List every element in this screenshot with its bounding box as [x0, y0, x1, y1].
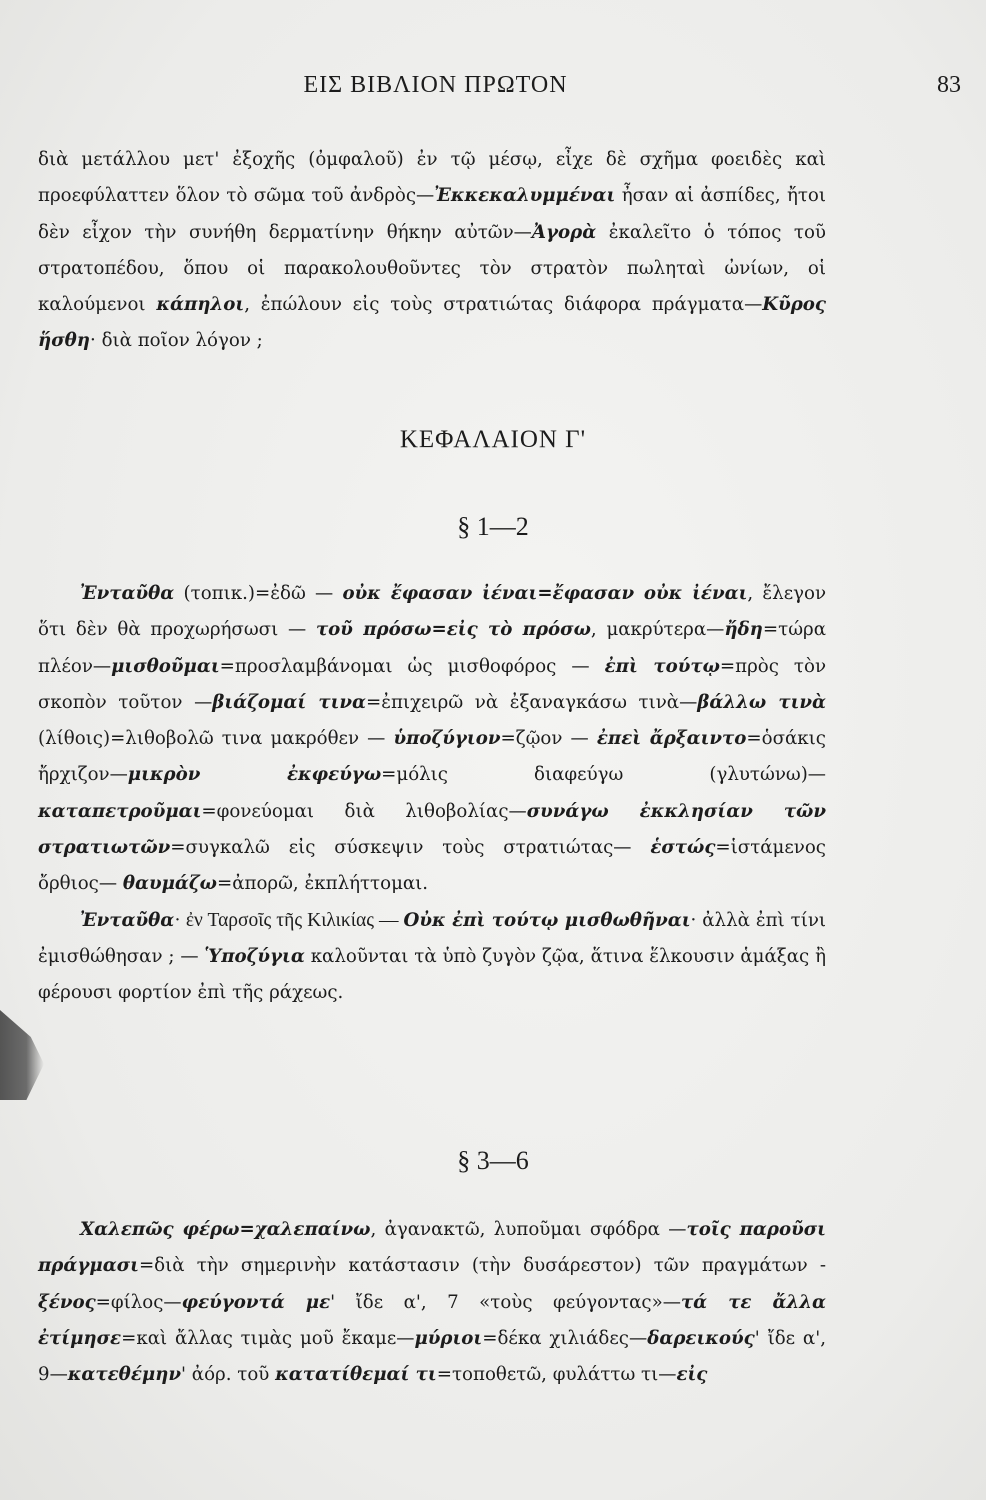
text: · διὰ ποῖον λόγον ; — [90, 330, 263, 352]
chapter-heading: ΚΕΦΑΛΑΙΟΝ Γ' — [399, 426, 587, 453]
text: (τοπικ.)=ἐδῶ — — [174, 583, 343, 604]
term: ξένος — [38, 1291, 96, 1313]
text: =διὰ τὴν σημερινὴν κατάστασιν (τὴν δυσάρεστον) τῶν πραγμάτων - — [138, 1255, 826, 1277]
text: =πρὸς τὸν σκοπὸν τοῦτον — — [38, 655, 826, 713]
text: =δέκα χιλιάδες— — [482, 1327, 648, 1349]
text: ἦσαν αἱ ἀσπίδες, ἤτοι δὲν εἶχον τὴν συνήθη δερματίνην θήκην αὐτῶν— — [38, 185, 826, 243]
text: · ἀλλὰ ἐπὶ τίνι ἐμισθώθησαν ; — — [38, 909, 827, 967]
text: =ὁσάκις ἤρχιζον— — [38, 728, 826, 786]
term: κάπηλοι — [156, 294, 245, 316]
torn-page-mark — [0, 1010, 44, 1100]
text: =ἱστάμενος ὄρθιος— — [38, 837, 826, 895]
text: ' ἀόρ. τοῦ — [181, 1364, 276, 1386]
text: =ζῷον — — [500, 728, 597, 750]
text: =τώρα πλέον— — [38, 619, 827, 677]
term: θαυμάζω — [122, 873, 217, 895]
text: · ἐν Ταρσοῖς τῆς Κιλικίας — — [174, 909, 404, 931]
section-heading-3-6: § 3—6 — [457, 1146, 529, 1175]
term: Ὑποζύγια — [204, 945, 305, 967]
term: Κῦρος ἥσθη — [38, 294, 826, 352]
text: =φίλος— — [95, 1291, 182, 1313]
text: =συγκαλῶ εἰς σύσκεψιν τοὺς στρατιώτας— — [170, 837, 651, 859]
term: τοῖς παροῦσι πράγμασι — [38, 1219, 826, 1277]
term: Ἐνταῦθα — [80, 583, 175, 604]
term: οὐκ ἔφασαν ἰέναι=ἔφασαν οὐκ ἰέναι — [342, 583, 748, 604]
term: ἐπεὶ ἄρξαιντο — [596, 728, 747, 750]
section-heading-1-2: § 1—2 — [457, 512, 529, 541]
text: =ἀπορῶ, ἐκπλήττομαι. — [216, 873, 429, 895]
term: μισθοῦμαι — [111, 655, 220, 677]
paragraph-2 — [38, 576, 826, 1012]
text: =φονεύομαι διὰ λιθοβολίας— — [201, 800, 527, 822]
term: Ἐκκεκαλυμμέναι — [434, 185, 616, 207]
term: Χαλεπῶς φέρω=χαλεπαίνω — [80, 1219, 371, 1240]
term: ἐπὶ τούτῳ — [604, 655, 720, 677]
text: ἐκαλεῖτο ὁ τόπος τοῦ στρατοπέδου, ὅπου οἱ παρακολουθοῦντες τὸν στρατὸν πωληταὶ ὠνίων, οἱ καλούμενοι — [38, 221, 826, 316]
term: τά τε ἄλλα ἐτίμησε — [38, 1291, 826, 1349]
text: =μόλις διαφεύγω (γλυτώνω)— — [381, 764, 826, 786]
page-number: 83 — [937, 72, 961, 98]
term: τοῦ πρόσω=εἰς τὸ πρόσω — [315, 619, 591, 641]
text: (λίθοις)=λιθοβολῶ τινα μακρόθεν — — [38, 728, 394, 750]
term: κατεθέμην — [67, 1364, 182, 1386]
text: διὰ μετάλλου μετ' ἐξοχῆς (ὀμφαλοῦ) ἐν τῷ μέσῳ, εἶχε δὲ σχῆμα φοειδὲς καὶ προεφύλαττεν ὅλον τὸ σῶμα τοῦ ἀνδρὸς— — [38, 149, 826, 207]
term: καταπετροῦμαι — [38, 800, 202, 822]
text: , ἔλεγον ὅτι δὲν θὰ προχωρήσωσι — — [38, 583, 827, 641]
term: δαρεικούς — [647, 1327, 755, 1349]
text: , ἐπώλουν εἰς τοὺς στρατιώτας διάφορα πράγματα— — [244, 294, 763, 316]
term: εἰς — [676, 1364, 708, 1386]
term: μύριοι — [414, 1327, 483, 1349]
term: ὑποζύγιον — [393, 728, 501, 750]
term: βιάζομαί τινα — [212, 691, 366, 713]
text: , ἀγανακτῶ, λυποῦμαι σφόδρα — — [370, 1219, 687, 1240]
text: ' ἴδε α', 7 «τοὺς φεύγοντας»— — [330, 1291, 681, 1313]
term: ἑστώς — [650, 837, 716, 859]
term: κατατίθεμαί τι — [275, 1364, 437, 1386]
term: φεύγοντά με — [181, 1291, 331, 1313]
term: μικρὸν ἐκφεύγω — [127, 764, 382, 786]
text: =προσλαμβάνομαι ὡς μισθοφόρος — — [219, 655, 605, 677]
text: καλοῦνται τὰ ὑπὸ ζυγὸν ζῷα, ἅτινα ἕλκουσιν ἁμάξας ἢ φέρουσι φορτίον ἐπὶ τῆς ράχεως. — [38, 945, 826, 1004]
text: =ἐπιχειρῶ νὰ ἐξαναγκάσω τινὰ— — [365, 691, 698, 713]
term: συνάγω ἐκκλησίαν τῶν στρατιωτῶν — [38, 800, 826, 859]
running-title: ΕΙΣ ΒΙΒΛΙΟΝ ΠΡΩΤΟΝ — [303, 72, 568, 98]
term: ἤδη — [724, 619, 763, 641]
text: ' ἴδε α', 9— — [38, 1327, 826, 1386]
text: , μακρύτερα— — [590, 619, 725, 641]
term: Ἐνταῦθα — [80, 909, 175, 931]
term: Ἀγορὰ — [531, 221, 597, 243]
term: βάλλω τινὰ — [697, 691, 826, 713]
paragraph-4 — [38, 1212, 826, 1393]
text: =τοποθετῶ, φυλάττω τι— — [436, 1364, 677, 1386]
term: Οὐκ ἐπὶ τούτῳ μισθωθῆναι — [403, 909, 691, 931]
text: =καὶ ἄλλας τιμὰς μοῦ ἔκαμε— — [121, 1327, 415, 1349]
page-header — [60, 72, 961, 112]
paragraph-1 — [38, 142, 826, 360]
